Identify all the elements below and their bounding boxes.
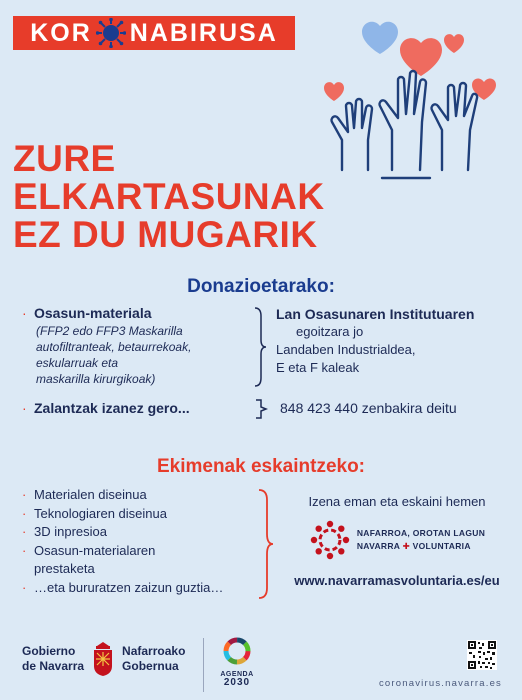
place-line: Landaben Industrialdea, xyxy=(276,342,416,357)
logo-text-left: KOR xyxy=(30,18,92,47)
volunteer-line: NAFARROA, OROTAN LAGUN xyxy=(356,528,486,538)
website-link[interactable]: www.navarramasvoluntaria.es/eu xyxy=(294,573,500,588)
donations-item-material xyxy=(22,305,262,387)
bullet-icon: · xyxy=(22,305,27,321)
sdg-wheel-icon xyxy=(222,636,252,666)
heart-icon xyxy=(324,82,344,101)
place-line: E eta F kaleak xyxy=(276,360,360,375)
heart-icon xyxy=(472,78,496,100)
note-line: autofiltranteak, betaurrekoak, xyxy=(36,340,192,354)
volunteer-logo xyxy=(282,519,512,561)
note-line: (FFP2 edo FFP3 Maskarilla xyxy=(36,324,183,338)
list-item-label: 3D inpresioa xyxy=(34,524,107,539)
doubts-label: Zalantzak izanez gero... xyxy=(34,400,190,416)
cross-icon: ✚ xyxy=(402,541,410,551)
gov-name-eu xyxy=(122,644,185,674)
initiatives-title: Ekimenak eskaintzeko: xyxy=(156,456,366,477)
list-item xyxy=(22,523,223,542)
brace-icon xyxy=(252,306,268,388)
government-logo xyxy=(22,642,185,676)
bullet-icon: · xyxy=(22,505,27,521)
list-item xyxy=(22,579,223,598)
note-line: eskularruak eta xyxy=(36,356,119,370)
gov-name-es xyxy=(22,644,84,674)
list-item-continuation xyxy=(22,560,223,579)
bullet-icon: · xyxy=(22,579,27,595)
headline-line: EZ DU MUGARIK xyxy=(13,214,318,255)
qr-code-icon xyxy=(467,640,497,670)
gov-line: Gobierno xyxy=(22,644,76,658)
footer-site-url[interactable]: coronavirus.navarra.es xyxy=(378,678,502,689)
volunteer-line: NAVARRA xyxy=(356,541,400,551)
volunteer-ring-icon xyxy=(309,519,351,561)
gov-line: de Navarra xyxy=(22,659,85,673)
list-item xyxy=(22,486,223,505)
bullet-icon: · xyxy=(22,542,27,558)
navarra-crest-icon xyxy=(92,642,114,676)
agenda-year: 2030 xyxy=(223,677,251,688)
material-note xyxy=(36,323,262,387)
initiatives-list xyxy=(22,486,223,597)
list-item-label: Osasun-materialaren xyxy=(34,542,156,558)
koronabirusa-logo xyxy=(13,16,295,50)
virus-icon xyxy=(96,18,126,48)
place-title: Lan Osasunaren Institutuaren xyxy=(276,306,475,322)
brace-icon xyxy=(256,488,276,600)
list-item-label: Materialen diseinua xyxy=(34,487,147,502)
phone-text: 848 423 440 zenbakira deitu xyxy=(280,400,457,416)
heart-icon xyxy=(400,38,442,76)
list-item-label: prestaketa xyxy=(34,561,95,576)
place-line: egoitzara jo xyxy=(296,324,364,339)
heart-icon xyxy=(444,34,464,53)
volunteer-signup xyxy=(282,494,512,588)
list-item-label: …eta bururatzen zaizun guztia… xyxy=(34,579,224,595)
note-line: maskarilla kirurgikoak) xyxy=(36,372,156,386)
agenda-2030-logo xyxy=(210,636,264,688)
gov-line: Gobernua xyxy=(122,659,179,673)
volunteer-label xyxy=(357,527,485,553)
raised-hands-hearts-illustration xyxy=(322,10,502,185)
donations-title: Donazioetarako: xyxy=(187,276,335,297)
headline-line: ZURE xyxy=(13,138,116,179)
signup-text: Izena eman eta eskaini hemen xyxy=(308,494,486,509)
agenda-label: AGENDA xyxy=(220,671,254,678)
volunteer-line: VOLUNTARIA xyxy=(412,541,471,551)
list-item xyxy=(22,542,223,561)
list-item-label: Teknologiaren diseinua xyxy=(34,505,167,521)
footer-divider xyxy=(203,638,204,692)
brace-icon xyxy=(252,398,268,420)
bullet-icon: · xyxy=(22,524,27,539)
headline-line: ELKARTASUNAK xyxy=(13,176,325,217)
material-label: Osasun-materiala xyxy=(34,305,152,321)
bullet-icon: · xyxy=(22,400,27,416)
logo-text-right: NABIRUSA xyxy=(129,18,278,47)
bullet-icon: · xyxy=(22,487,27,502)
list-item xyxy=(22,505,223,524)
donations-place xyxy=(276,305,516,377)
heart-icon xyxy=(362,22,398,54)
main-headline xyxy=(13,140,325,254)
gov-line: Nafarroako xyxy=(122,644,186,658)
donations-item-doubts xyxy=(22,400,190,416)
